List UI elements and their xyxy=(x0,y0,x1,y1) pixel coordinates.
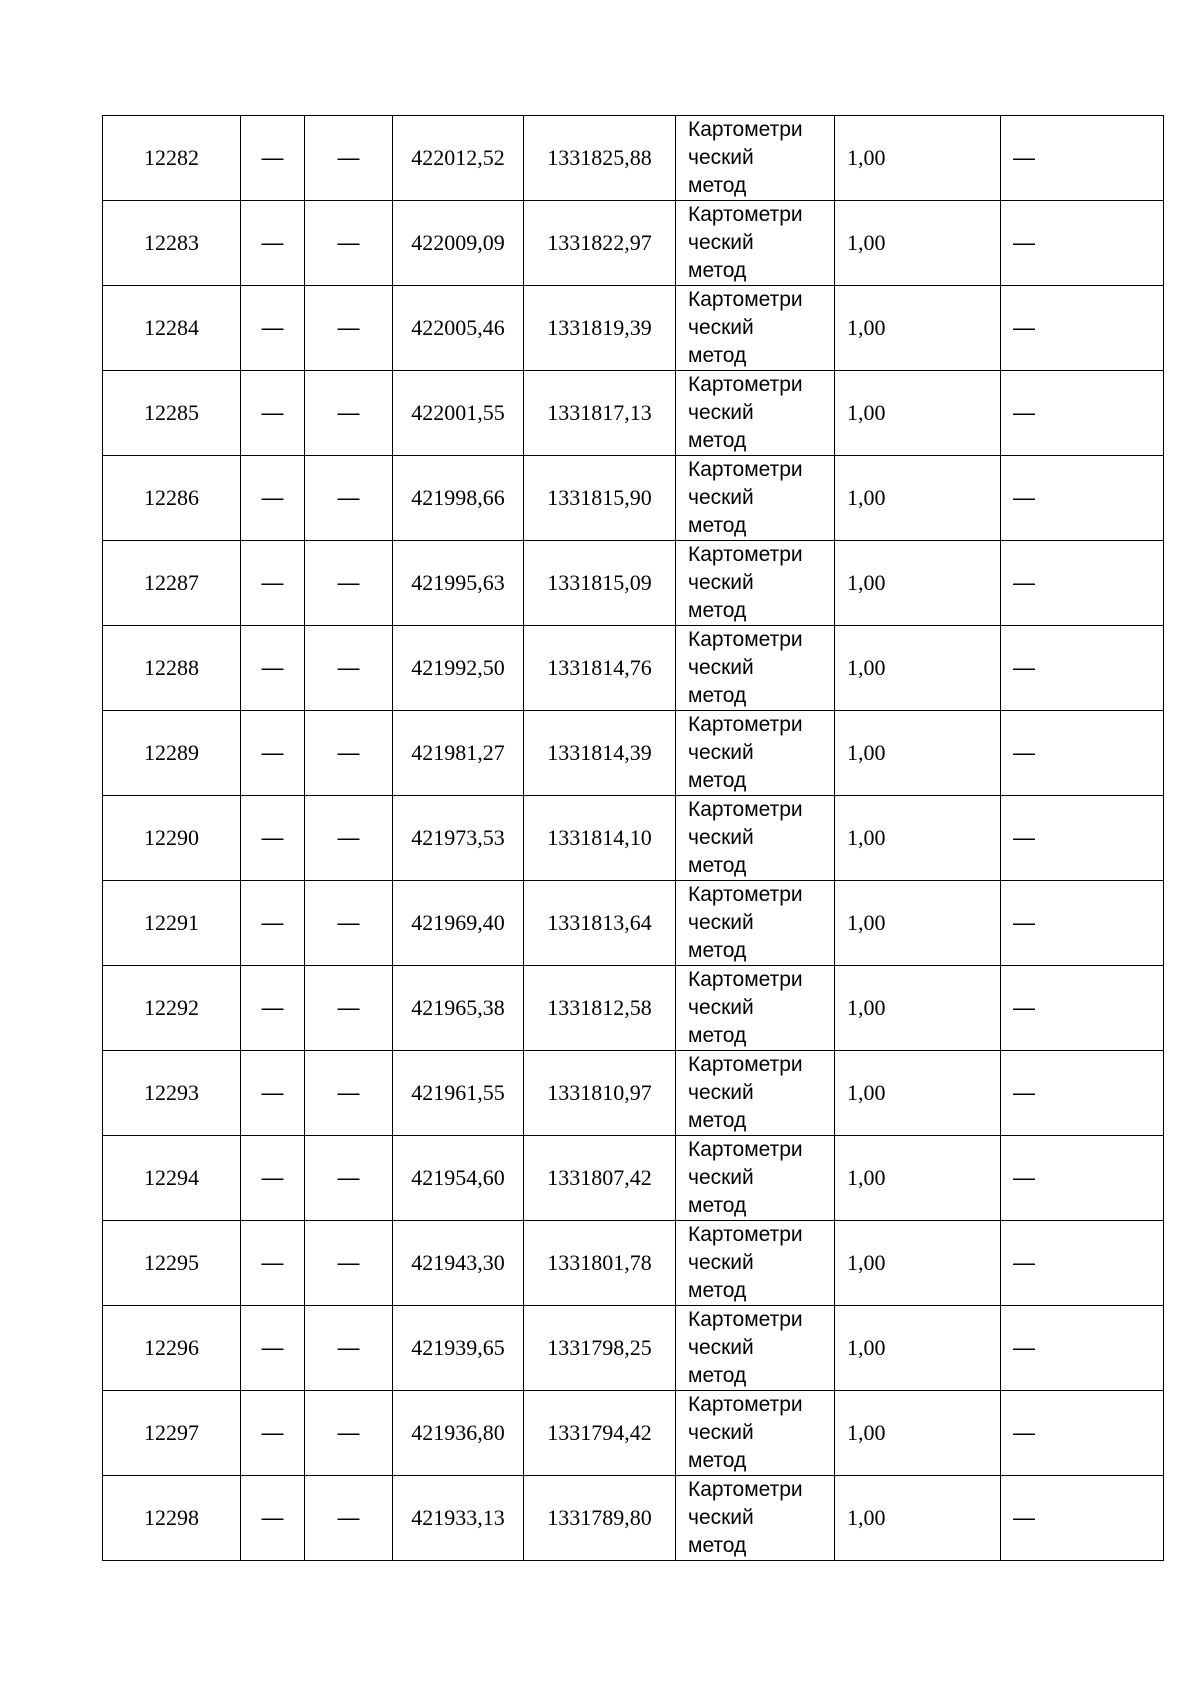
dash-placeholder: — xyxy=(1013,1335,1035,1360)
empty-cell-3 xyxy=(1001,1051,1164,1136)
empty-cell-1 xyxy=(241,371,305,456)
method-text-line: метод xyxy=(688,514,747,537)
dash-placeholder: — xyxy=(261,740,284,765)
empty-cell-2 xyxy=(305,116,393,201)
dash-placeholder: — xyxy=(1013,145,1035,170)
dash-placeholder: — xyxy=(261,1165,284,1190)
method-text-line: ческий xyxy=(688,1506,754,1529)
x-coordinate-cell: 421954,60 xyxy=(393,1136,524,1221)
dash-placeholder: — xyxy=(337,570,360,595)
method-text-line: ческий xyxy=(688,1421,754,1444)
method-cell xyxy=(676,286,835,371)
method-cell xyxy=(676,1051,835,1136)
y-coordinate-cell: 1331798,25 xyxy=(524,1306,676,1391)
accuracy-cell: 1,00 xyxy=(835,371,1001,456)
empty-cell-1 xyxy=(241,1476,305,1561)
method-text-line: ческий xyxy=(688,231,754,254)
method-text-line: Картометри xyxy=(688,713,803,736)
point-number-cell: 12294 xyxy=(103,1136,241,1221)
method-text-line: метод xyxy=(688,1194,747,1217)
method-text-line: ческий xyxy=(688,996,754,1019)
empty-cell-2 xyxy=(305,286,393,371)
table-row xyxy=(103,796,1164,881)
method-text-line: ческий xyxy=(688,316,754,339)
dash-placeholder: — xyxy=(337,400,360,425)
dash-placeholder: — xyxy=(261,910,284,935)
method-text-line: метод xyxy=(688,684,747,707)
y-coordinate-cell: 1331825,88 xyxy=(524,116,676,201)
dash-placeholder: — xyxy=(337,740,360,765)
empty-cell-2 xyxy=(305,371,393,456)
empty-cell-3 xyxy=(1001,966,1164,1051)
dash-placeholder: — xyxy=(261,570,284,595)
empty-cell-3 xyxy=(1001,371,1164,456)
x-coordinate-cell: 421965,38 xyxy=(393,966,524,1051)
empty-cell-1 xyxy=(241,286,305,371)
method-text-line: ческий xyxy=(688,741,754,764)
x-coordinate-cell: 421973,53 xyxy=(393,796,524,881)
dash-placeholder: — xyxy=(1013,655,1035,680)
dash-placeholder: — xyxy=(261,655,284,680)
coordinates-table-body xyxy=(103,116,1164,1561)
accuracy-cell: 1,00 xyxy=(835,541,1001,626)
method-cell xyxy=(676,881,835,966)
table-row xyxy=(103,541,1164,626)
y-coordinate-cell: 1331807,42 xyxy=(524,1136,676,1221)
method-text-line: метод xyxy=(688,429,747,452)
y-coordinate-cell: 1331814,39 xyxy=(524,711,676,796)
empty-cell-2 xyxy=(305,966,393,1051)
empty-cell-1 xyxy=(241,626,305,711)
method-text-line: Картометри xyxy=(688,203,803,226)
coordinates-table xyxy=(102,115,1164,1561)
dash-placeholder: — xyxy=(337,910,360,935)
empty-cell-3 xyxy=(1001,286,1164,371)
accuracy-cell: 1,00 xyxy=(835,286,1001,371)
accuracy-cell: 1,00 xyxy=(835,881,1001,966)
point-number-cell: 12287 xyxy=(103,541,241,626)
point-number-cell: 12298 xyxy=(103,1476,241,1561)
dash-placeholder: — xyxy=(1013,1165,1035,1190)
dash-placeholder: — xyxy=(261,1420,284,1445)
dash-placeholder: — xyxy=(261,315,284,340)
method-text-line: метод xyxy=(688,259,747,282)
empty-cell-1 xyxy=(241,456,305,541)
empty-cell-2 xyxy=(305,541,393,626)
method-text-line: Картометри xyxy=(688,968,803,991)
empty-cell-2 xyxy=(305,796,393,881)
y-coordinate-cell: 1331814,76 xyxy=(524,626,676,711)
dash-placeholder: — xyxy=(337,825,360,850)
y-coordinate-cell: 1331810,97 xyxy=(524,1051,676,1136)
x-coordinate-cell: 421981,27 xyxy=(393,711,524,796)
table-row xyxy=(103,201,1164,286)
empty-cell-1 xyxy=(241,966,305,1051)
empty-cell-1 xyxy=(241,1306,305,1391)
method-text-line: ческий xyxy=(688,1166,754,1189)
table-row xyxy=(103,286,1164,371)
point-number-cell: 12291 xyxy=(103,881,241,966)
method-cell xyxy=(676,796,835,881)
method-text-line: Картометри xyxy=(688,628,803,651)
table-row xyxy=(103,881,1164,966)
method-text-line: ческий xyxy=(688,1251,754,1274)
method-cell xyxy=(676,371,835,456)
point-number-cell: 12285 xyxy=(103,371,241,456)
empty-cell-3 xyxy=(1001,456,1164,541)
dash-placeholder: — xyxy=(337,315,360,340)
dash-placeholder: — xyxy=(337,1505,360,1530)
empty-cell-2 xyxy=(305,1391,393,1476)
point-number-cell: 12286 xyxy=(103,456,241,541)
point-number-cell: 12290 xyxy=(103,796,241,881)
dash-placeholder: — xyxy=(1013,825,1035,850)
y-coordinate-cell: 1331814,10 xyxy=(524,796,676,881)
method-text-line: Картометри xyxy=(688,1478,803,1501)
method-text-line: метод xyxy=(688,769,747,792)
accuracy-cell: 1,00 xyxy=(835,626,1001,711)
empty-cell-1 xyxy=(241,796,305,881)
accuracy-cell: 1,00 xyxy=(835,796,1001,881)
empty-cell-2 xyxy=(305,1136,393,1221)
dash-placeholder: — xyxy=(1013,1250,1035,1275)
dash-placeholder: — xyxy=(1013,570,1035,595)
y-coordinate-cell: 1331813,64 xyxy=(524,881,676,966)
accuracy-cell: 1,00 xyxy=(835,1051,1001,1136)
dash-placeholder: — xyxy=(261,145,284,170)
method-text-line: Картометри xyxy=(688,1308,803,1331)
method-text-line: ческий xyxy=(688,146,754,169)
table-row xyxy=(103,456,1164,541)
dash-placeholder: — xyxy=(1013,995,1035,1020)
empty-cell-3 xyxy=(1001,626,1164,711)
method-cell xyxy=(676,966,835,1051)
empty-cell-3 xyxy=(1001,1221,1164,1306)
x-coordinate-cell: 422009,09 xyxy=(393,201,524,286)
method-cell xyxy=(676,1136,835,1221)
method-text-line: метод xyxy=(688,174,747,197)
table-row xyxy=(103,1306,1164,1391)
dash-placeholder: — xyxy=(337,1420,360,1445)
x-coordinate-cell: 421933,13 xyxy=(393,1476,524,1561)
dash-placeholder: — xyxy=(337,145,360,170)
point-number-cell: 12292 xyxy=(103,966,241,1051)
method-cell xyxy=(676,1306,835,1391)
method-text-line: ческий xyxy=(688,486,754,509)
method-text-line: ческий xyxy=(688,571,754,594)
point-number-cell: 12296 xyxy=(103,1306,241,1391)
method-text-line: Картометри xyxy=(688,1138,803,1161)
y-coordinate-cell: 1331794,42 xyxy=(524,1391,676,1476)
dash-placeholder: — xyxy=(261,1250,284,1275)
method-text-line: метод xyxy=(688,1534,747,1557)
method-text-line: ческий xyxy=(688,1336,754,1359)
dash-placeholder: — xyxy=(261,400,284,425)
dash-placeholder: — xyxy=(1013,1420,1035,1445)
x-coordinate-cell: 422012,52 xyxy=(393,116,524,201)
method-text-line: Картометри xyxy=(688,543,803,566)
method-text-line: метод xyxy=(688,599,747,622)
x-coordinate-cell: 421992,50 xyxy=(393,626,524,711)
dash-placeholder: — xyxy=(337,1250,360,1275)
method-text-line: Картометри xyxy=(688,798,803,821)
dash-placeholder: — xyxy=(261,230,284,255)
empty-cell-3 xyxy=(1001,1476,1164,1561)
dash-placeholder: — xyxy=(337,1080,360,1105)
empty-cell-2 xyxy=(305,1051,393,1136)
method-cell xyxy=(676,456,835,541)
x-coordinate-cell: 421943,30 xyxy=(393,1221,524,1306)
empty-cell-3 xyxy=(1001,541,1164,626)
accuracy-cell: 1,00 xyxy=(835,711,1001,796)
method-text-line: метод xyxy=(688,939,747,962)
empty-cell-1 xyxy=(241,1136,305,1221)
x-coordinate-cell: 421961,55 xyxy=(393,1051,524,1136)
empty-cell-3 xyxy=(1001,711,1164,796)
table-row xyxy=(103,116,1164,201)
accuracy-cell: 1,00 xyxy=(835,201,1001,286)
table-row xyxy=(103,1136,1164,1221)
point-number-cell: 12283 xyxy=(103,201,241,286)
method-cell xyxy=(676,1221,835,1306)
method-cell xyxy=(676,116,835,201)
method-text-line: Картометри xyxy=(688,1053,803,1076)
method-text-line: метод xyxy=(688,1364,747,1387)
point-number-cell: 12289 xyxy=(103,711,241,796)
point-number-cell: 12284 xyxy=(103,286,241,371)
dash-placeholder: — xyxy=(261,485,284,510)
table-row xyxy=(103,1221,1164,1306)
dash-placeholder: — xyxy=(1013,740,1035,765)
y-coordinate-cell: 1331822,97 xyxy=(524,201,676,286)
dash-placeholder: — xyxy=(1013,1505,1035,1530)
table-row xyxy=(103,1051,1164,1136)
y-coordinate-cell: 1331789,80 xyxy=(524,1476,676,1561)
empty-cell-3 xyxy=(1001,116,1164,201)
method-text-line: Картометри xyxy=(688,118,803,141)
method-text-line: ческий xyxy=(688,656,754,679)
empty-cell-3 xyxy=(1001,1306,1164,1391)
empty-cell-2 xyxy=(305,201,393,286)
method-text-line: Картометри xyxy=(688,883,803,906)
method-text-line: метод xyxy=(688,1279,747,1302)
y-coordinate-cell: 1331815,09 xyxy=(524,541,676,626)
empty-cell-1 xyxy=(241,201,305,286)
y-coordinate-cell: 1331815,90 xyxy=(524,456,676,541)
dash-placeholder: — xyxy=(337,655,360,680)
empty-cell-2 xyxy=(305,881,393,966)
empty-cell-1 xyxy=(241,881,305,966)
accuracy-cell: 1,00 xyxy=(835,966,1001,1051)
empty-cell-2 xyxy=(305,1306,393,1391)
empty-cell-3 xyxy=(1001,201,1164,286)
dash-placeholder: — xyxy=(261,1335,284,1360)
table-row xyxy=(103,371,1164,456)
empty-cell-1 xyxy=(241,1051,305,1136)
method-text-line: метод xyxy=(688,344,747,367)
accuracy-cell: 1,00 xyxy=(835,1391,1001,1476)
method-cell xyxy=(676,711,835,796)
table-row xyxy=(103,1391,1164,1476)
method-cell xyxy=(676,626,835,711)
dash-placeholder: — xyxy=(337,1165,360,1190)
dash-placeholder: — xyxy=(1013,315,1035,340)
dash-placeholder: — xyxy=(261,995,284,1020)
method-text-line: Картометри xyxy=(688,458,803,481)
accuracy-cell: 1,00 xyxy=(835,1306,1001,1391)
empty-cell-2 xyxy=(305,711,393,796)
accuracy-cell: 1,00 xyxy=(835,1221,1001,1306)
x-coordinate-cell: 421998,66 xyxy=(393,456,524,541)
dash-placeholder: — xyxy=(337,995,360,1020)
dash-placeholder: — xyxy=(1013,910,1035,935)
empty-cell-3 xyxy=(1001,1136,1164,1221)
method-text-line: ческий xyxy=(688,401,754,424)
method-text-line: Картометри xyxy=(688,373,803,396)
dash-placeholder: — xyxy=(337,485,360,510)
point-number-cell: 12282 xyxy=(103,116,241,201)
method-text-line: метод xyxy=(688,1109,747,1132)
method-text-line: метод xyxy=(688,854,747,877)
dash-placeholder: — xyxy=(261,1505,284,1530)
dash-placeholder: — xyxy=(337,1335,360,1360)
y-coordinate-cell: 1331819,39 xyxy=(524,286,676,371)
dash-placeholder: — xyxy=(261,825,284,850)
x-coordinate-cell: 421969,40 xyxy=(393,881,524,966)
empty-cell-3 xyxy=(1001,796,1164,881)
dash-placeholder: — xyxy=(1013,230,1035,255)
dash-placeholder: — xyxy=(261,1080,284,1105)
empty-cell-1 xyxy=(241,1391,305,1476)
y-coordinate-cell: 1331817,13 xyxy=(524,371,676,456)
table-row xyxy=(103,966,1164,1051)
method-text-line: метод xyxy=(688,1449,747,1472)
dash-placeholder: — xyxy=(1013,400,1035,425)
empty-cell-2 xyxy=(305,1476,393,1561)
method-text-line: ческий xyxy=(688,1081,754,1104)
empty-cell-2 xyxy=(305,626,393,711)
empty-cell-2 xyxy=(305,1221,393,1306)
table-row xyxy=(103,711,1164,796)
empty-cell-1 xyxy=(241,711,305,796)
accuracy-cell: 1,00 xyxy=(835,1476,1001,1561)
point-number-cell: 12293 xyxy=(103,1051,241,1136)
point-number-cell: 12295 xyxy=(103,1221,241,1306)
dash-placeholder: — xyxy=(337,230,360,255)
empty-cell-1 xyxy=(241,1221,305,1306)
x-coordinate-cell: 422001,55 xyxy=(393,371,524,456)
method-cell xyxy=(676,1391,835,1476)
table-row xyxy=(103,626,1164,711)
empty-cell-3 xyxy=(1001,1391,1164,1476)
empty-cell-3 xyxy=(1001,881,1164,966)
dash-placeholder: — xyxy=(1013,1080,1035,1105)
accuracy-cell: 1,00 xyxy=(835,456,1001,541)
x-coordinate-cell: 421936,80 xyxy=(393,1391,524,1476)
x-coordinate-cell: 422005,46 xyxy=(393,286,524,371)
point-number-cell: 12297 xyxy=(103,1391,241,1476)
empty-cell-1 xyxy=(241,116,305,201)
empty-cell-1 xyxy=(241,541,305,626)
y-coordinate-cell: 1331812,58 xyxy=(524,966,676,1051)
method-text-line: метод xyxy=(688,1024,747,1047)
dash-placeholder: — xyxy=(1013,485,1035,510)
method-cell xyxy=(676,1476,835,1561)
table-row xyxy=(103,1476,1164,1561)
method-text-line: Картометри xyxy=(688,288,803,311)
x-coordinate-cell: 421995,63 xyxy=(393,541,524,626)
method-cell xyxy=(676,201,835,286)
method-text-line: Картометри xyxy=(688,1393,803,1416)
method-text-line: ческий xyxy=(688,826,754,849)
accuracy-cell: 1,00 xyxy=(835,1136,1001,1221)
y-coordinate-cell: 1331801,78 xyxy=(524,1221,676,1306)
accuracy-cell: 1,00 xyxy=(835,116,1001,201)
empty-cell-2 xyxy=(305,456,393,541)
method-text-line: ческий xyxy=(688,911,754,934)
point-number-cell: 12288 xyxy=(103,626,241,711)
method-text-line: Картометри xyxy=(688,1223,803,1246)
method-cell xyxy=(676,541,835,626)
x-coordinate-cell: 421939,65 xyxy=(393,1306,524,1391)
